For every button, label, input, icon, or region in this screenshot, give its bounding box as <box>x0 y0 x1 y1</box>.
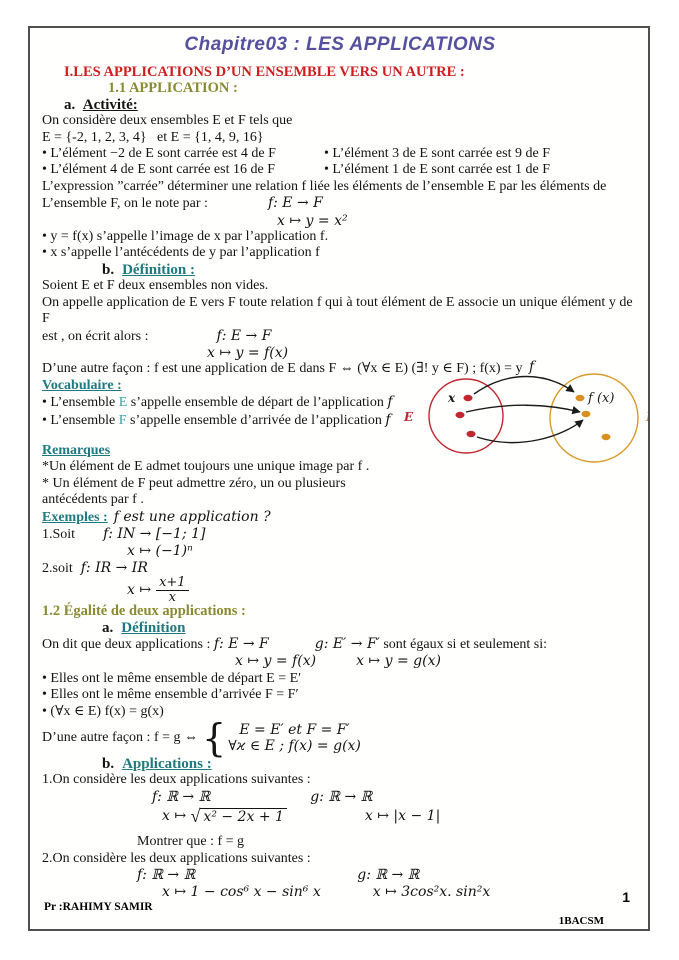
fraction-denominator: x <box>168 589 176 605</box>
definition1-mapping-signature: f: E → F <box>216 327 272 344</box>
definition2-f-rule: x ↦ y = f(x) <box>235 653 317 670</box>
arrow-mid <box>466 405 580 412</box>
remarques-line3: antécédents par f . <box>42 492 144 508</box>
diagram-f-label: f <box>529 359 535 375</box>
applications-item1: 1.On considère les deux applications suivantes : <box>42 772 311 788</box>
arrow-bottom <box>477 420 583 443</box>
exemple2-rule-row <box>127 574 638 605</box>
applications-heading <box>102 756 638 772</box>
exemples-question: f est une application ? <box>113 508 271 525</box>
activity-heading <box>64 97 638 113</box>
definition2-bullet-3: • (∀x ∈ E) f(x) = g(x) <box>42 703 164 719</box>
definition1-line1: Soient E et F deux ensembles non vides. <box>42 278 269 294</box>
app2-g-rule: x ↦ 3cos²x. sin²x <box>372 884 491 901</box>
footer-author: Pr :RAHIMY SAMIR <box>44 901 153 913</box>
image-dot <box>582 411 591 417</box>
exemple2-map: f: IR → IR <box>80 559 148 576</box>
definition2-f-signature: f: E → F <box>213 636 269 652</box>
app2-g-signature: g: ℝ → ℝ <box>357 867 420 884</box>
document-page <box>28 26 655 931</box>
app1-f-radicand: x² − 2x + 1 <box>200 808 286 825</box>
element-x-dot <box>464 395 473 401</box>
app1-g-signature: g: ℝ → ℝ <box>310 788 373 805</box>
image-dot <box>602 434 611 440</box>
definition1-note-text: est , on écrit alors : <box>42 328 149 344</box>
page-number: 1 <box>622 889 630 905</box>
set-e-circle <box>429 379 503 453</box>
exemple1-row <box>42 526 638 543</box>
activity-intro-line1: On considère deux ensembles E et F tels que <box>42 113 293 129</box>
app2-f-signature: f: ℝ → ℝ <box>137 867 196 884</box>
element-dot <box>456 412 465 418</box>
applications-item2: 2.On considère les deux applications suivantes : <box>42 850 311 866</box>
vocab2-f: f <box>385 411 391 428</box>
applications-item2-maps <box>42 867 638 884</box>
activity-mapping-signature: f: E → F <box>267 195 323 212</box>
document-title: Chapitre03 : LES APPLICATIONS <box>184 34 496 55</box>
definition1-line2: On appelle application de E vers F toute relation f qui à tout élément de E associe un unique élément y de F <box>42 294 637 327</box>
set-f-letter: F <box>118 412 127 428</box>
activity-intro-line2: E = {-2, 1, 2, 3, 4} et E = {1, 4, 9, 16} <box>42 129 264 145</box>
applications-item1-maps <box>42 789 638 806</box>
applications-heading-title: Applications : <box>122 756 212 773</box>
definition1-heading <box>102 262 638 278</box>
radical-sign: √ <box>190 806 201 827</box>
vocab2-pre: • L’ensemble <box>42 412 119 428</box>
definition1-line3 <box>42 328 638 345</box>
system-line1: E = E′ et F = F′ <box>239 722 350 739</box>
definition1-line4: D’une autre façon : f est une application de E dans F ⇔ (∀x ∈ E) (∃! y ∈ F) ; f(x) = y <box>42 361 523 377</box>
activity-bullet-3: • L’élément 4 de E sont carrée est 16 de F <box>42 162 275 178</box>
image-definition-bullet: • y = f(x) s’appelle l’image de x par l’application f. <box>42 229 329 245</box>
remarques-line2: * Un élément de F peut admettre zéro, un ou plusieurs <box>42 475 346 491</box>
diagram-x-label: x <box>448 391 456 405</box>
definition2-bullet-1: • Elles ont le même ensemble de départ E = E′ <box>42 670 302 686</box>
system-equations <box>228 722 361 754</box>
diagram-e-label: E <box>404 410 414 424</box>
section1-subheading: 1.1 APPLICATION : <box>108 80 238 97</box>
diagram-fx-label: f (x) <box>588 391 615 406</box>
element-dot <box>467 431 476 437</box>
exemple2-fraction <box>156 574 189 605</box>
set-e-letter: E <box>118 395 128 411</box>
definition1-mapping-rule: x ↦ y = f(x) <box>207 344 289 361</box>
definition2-line1-post: sont égaux si et seulement si: <box>379 637 548 652</box>
vocab2-post: s’appelle ensemble d’arrivée de l’application <box>126 412 386 428</box>
applications-show-line: Montrer que : f = g <box>137 834 245 850</box>
exemple2-label: 2.soit <box>42 560 73 576</box>
definition2-line1-pre: On dit que deux applications : <box>42 637 214 652</box>
definition2-g-rule: x ↦ y = g(x) <box>356 653 441 670</box>
definition2-system-row <box>42 716 638 761</box>
class-label: 1BACSM <box>558 915 604 927</box>
fraction-numerator: x+1 <box>156 577 189 591</box>
definition1-heading-label: b. <box>102 261 115 278</box>
activity-note-text: L’ensemble F, on le note par : <box>42 196 208 212</box>
activity-bullet-2: • L’élément 3 de E sont carrée est 9 de F <box>324 146 550 162</box>
definition2-bullet-2: • Elles ont le même ensemble d’arrivée F = F′ <box>42 687 299 703</box>
left-brace-glyph: { <box>202 716 227 761</box>
image-fx-dot <box>576 395 585 401</box>
definition2-g-signature: g: E′ → F′ <box>314 636 380 652</box>
set-f-circle <box>550 374 638 462</box>
vocab1-pre: • L’ensemble <box>42 395 119 411</box>
app2-f-rule: x ↦ 1 − cos⁶ x − sin⁶ x <box>162 884 321 901</box>
activity-bullets-row2 <box>42 162 638 178</box>
exemples-heading-row <box>42 509 638 526</box>
definition2-line2: D’une autre façon : f = g ⇔ <box>42 729 199 745</box>
activity-bullets-row1 <box>42 146 638 162</box>
exemple2-rule-pre: x ↦ <box>127 581 152 598</box>
activity-expression-line1: L’expression ”carrée” déterminer une relation f liée les éléments de l’ensemble E par les éléments de <box>42 178 607 194</box>
vocabulaire-heading: Vocabulaire : <box>42 377 122 393</box>
antecedent-definition-bullet: • x s’appelle l’antécédents de y par l’application f <box>42 245 320 261</box>
exemple2-row <box>42 560 638 577</box>
section2-heading: 1.2 Égalité de deux applications : <box>42 603 246 620</box>
app1-f-rule-pre: x ↦ <box>162 808 191 825</box>
vocab1-f: f <box>387 394 393 411</box>
vocab1-post: s’appelle ensemble de départ de l’application <box>127 395 388 411</box>
app1-f-signature: f: ℝ → ℝ <box>152 788 211 805</box>
exemple1-map: f: IN → [−1; 1] <box>103 525 206 542</box>
definition2-heading-title: Définition <box>121 619 186 636</box>
activity-heading-label: a. <box>64 96 76 113</box>
exemple1-rule: x ↦ (−1)ⁿ <box>127 543 193 560</box>
exemples-heading: Exemples : <box>42 509 108 525</box>
applications-item1-rules <box>42 806 638 826</box>
definition2-heading <box>102 620 638 636</box>
definition1-heading-title: Définition : <box>122 261 196 278</box>
venn-diagram <box>398 358 655 506</box>
activity-bullet-1: • L’élément −2 de E sont carrée est 4 de F <box>42 146 276 162</box>
remarques-heading: Remarques <box>42 442 111 458</box>
activity-bullet-4: • L’élément 1 de E sont carrée est 1 de F <box>324 162 550 178</box>
activity-expression-line2 <box>42 195 638 212</box>
system-line2: ∀ϰ ∈ E ; f(x) = g(x) <box>228 738 361 755</box>
activity-mapping-rule: x ↦ y = x² <box>277 212 348 229</box>
exemple1-label: 1.Soit <box>42 526 76 542</box>
section1-heading: I.LES APPLICATIONS D’UN ENSEMBLE VERS UN AUTRE : <box>64 64 465 80</box>
definition2-line1 <box>42 636 638 653</box>
diagram-f-set-label: F <box>646 410 655 424</box>
applications-item2-rules <box>42 884 638 901</box>
remarques-line1: *Un élément de E admet toujours une unique image par f . <box>42 459 370 475</box>
applications-heading-label: b. <box>102 756 115 773</box>
definition2-maps-row <box>42 653 638 670</box>
definition2-heading-label: a. <box>102 619 114 636</box>
activity-heading-title: Activité: <box>82 96 138 113</box>
app1-g-rule: x ↦ |x − 1| <box>364 808 441 825</box>
